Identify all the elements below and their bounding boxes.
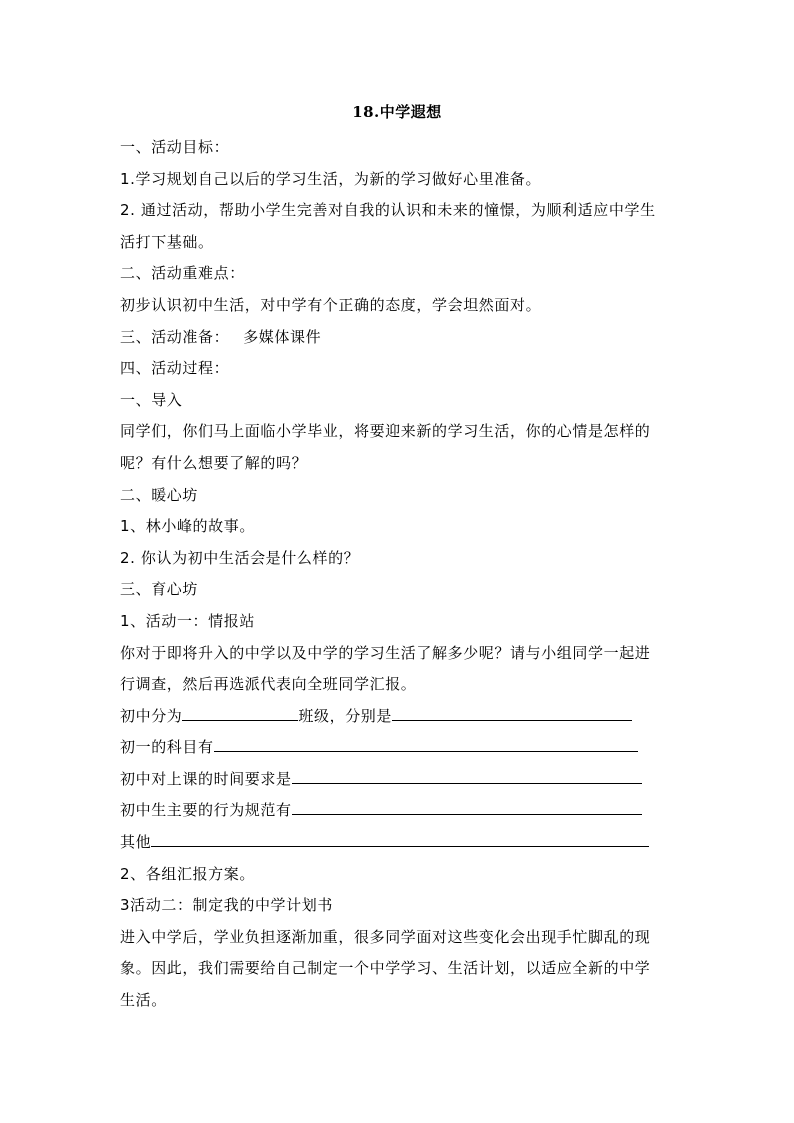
goal-item-1: 1.学习规划自己以后的学习生活，为新的学习做好心里准备。 [120,169,542,188]
section-heading-key-points: 二、活动重难点： [120,264,245,283]
section-heading-goals: 一、活动目标： [120,138,230,156]
key-points-text: 初步认识初中生活，对中学有个正确的态度，学会坦然面对。 [120,295,542,314]
fill-label-class-names: 班级，分别是 [298,706,393,725]
fill-in-classes [120,701,680,733]
document-title: 18.中学遐想 [352,103,442,121]
goal-item-2: 2. 通过活动，帮助小学生完善对自我的认识和未来的憧憬，为顺利适应中学生活打下基础。 [120,201,656,251]
fill-in-class-time [120,764,680,796]
intro-text: 同学们，你们马上面临小学毕业，将要迎来新的学习生活，你的心情是怎样的呢？有什么想要了解的吗？ [120,422,651,472]
fill-label-conduct: 初中生主要的行为规范有 [120,801,292,820]
subheading-warm-heart: 二、暖心坊 [120,485,199,504]
blank-class-count[interactable] [182,704,298,721]
fill-label-other: 其他 [120,833,152,852]
fill-label-classes: 初中分为 [120,706,183,725]
activity-one-item-2: 2、各组汇报方案。 [120,864,255,883]
warm-heart-item-1: 1、林小峰的故事。 [120,517,255,536]
fill-in-conduct [120,795,680,827]
blank-conduct[interactable] [292,798,642,815]
blank-class-time[interactable] [292,767,642,784]
document-body [120,132,680,1017]
blank-class-names[interactable] [392,704,632,721]
fill-label-class-time: 初中对上课的时间要求是 [120,769,292,788]
activity-two-text: 进入中学后，学业负担逐渐加重，很多同学面对这些变化会出现手忙脚乱的现象。因此，我们需要给自己制定一个中学学习、生活计划，以适应全新的中学生活。 [120,927,651,1010]
warm-heart-item-2: 2. 你认为初中生活会是什么样的？ [120,548,360,567]
activity-two-heading: 3活动二：制定我的中学计划书 [120,896,333,915]
blank-other[interactable] [151,830,649,847]
fill-label-subjects: 初一的科目有 [120,738,214,757]
fill-in-other [120,827,680,859]
blank-subjects[interactable] [214,735,638,752]
subheading-intro: 一、导入 [120,390,183,409]
section-heading-process: 四、活动过程： [120,359,230,378]
subheading-nurture-heart: 三、育心坊 [120,580,199,599]
fill-in-subjects [120,732,680,764]
preparation-text: 多媒体课件 [243,327,322,346]
section-heading-preparation: 三、活动准备： [120,327,230,346]
activity-one-text: 你对于即将升入的中学以及中学的学习生活了解多少呢？请与小组同学一起进行调查，然后再选派代表向全班同学汇报。 [120,643,651,694]
preparation-line [120,322,680,354]
activity-one-heading: 1、活动一：情报站 [120,611,255,630]
